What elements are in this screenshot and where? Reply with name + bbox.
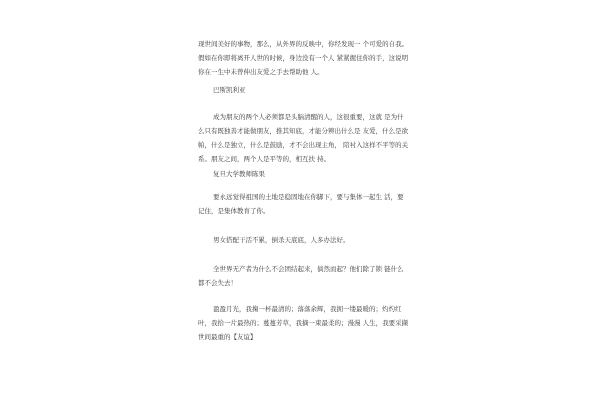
author-name: 巴斯凯利亚 <box>213 86 246 94</box>
paragraph-line-7: 系。朋友之间，两个人是平等的，相互扶 持。 <box>198 155 331 163</box>
paragraph-line-11: 全世界无产者为什么不会团结起来，倘然而起？他们除了锁 链什么 <box>213 265 404 273</box>
paragraph-line-8: 要永远觉得祖国的土地是稳固地在你脚下，要与集体一起生 活，要 <box>213 193 404 201</box>
paragraph-line-14: 叶，我拾一片最热的；蔓蔓芳草，我摘一束最柔的；漫漫 人生，我要采撷 <box>198 319 409 327</box>
paragraph-line-15: 世间最重的【友谊】 <box>198 333 257 341</box>
paragraph-line-1: 现世间美好的事物，那么，从外界的反映中，你经发现一 个可爱的自我。 <box>198 40 409 48</box>
paragraph-line-6: 帕，什么是独立，什么是鼓励，才不会出现主角， 陪衬入这样不平等的关 <box>198 141 409 149</box>
paragraph-line-12: 都不会失去！ <box>198 279 237 287</box>
paragraph-line-4: 成为朋友的两个人必须都是头脑清醒的人，这很重要，这就 是为什 <box>213 113 404 121</box>
paragraph-line-2: 假如在你即将离开人世的时候，身边没有一个人 紧紧握住你的手，这说明 <box>198 54 409 62</box>
paragraph-line-5: 么只有既独善才能做朋友，推其知底，才能分辨出什么是 友爱，什么是欲 <box>198 127 409 135</box>
paragraph-line-9: 记住，是集体教育了你。 <box>198 207 270 215</box>
paragraph-line-10: 男女搭配干活不累，倒杀天底底，人多办法好。 <box>213 236 350 244</box>
paragraph-line-3: 你在一生中未曾伸出友爱之手去帮助他 人。 <box>198 68 324 76</box>
paragraph-line-13: 盈盈月光，我掬一杯最清的；落落余辉，我拥一缕最暖的；灼灼红 <box>213 305 402 313</box>
author-name: 复旦大学教师陈果 <box>213 170 265 178</box>
